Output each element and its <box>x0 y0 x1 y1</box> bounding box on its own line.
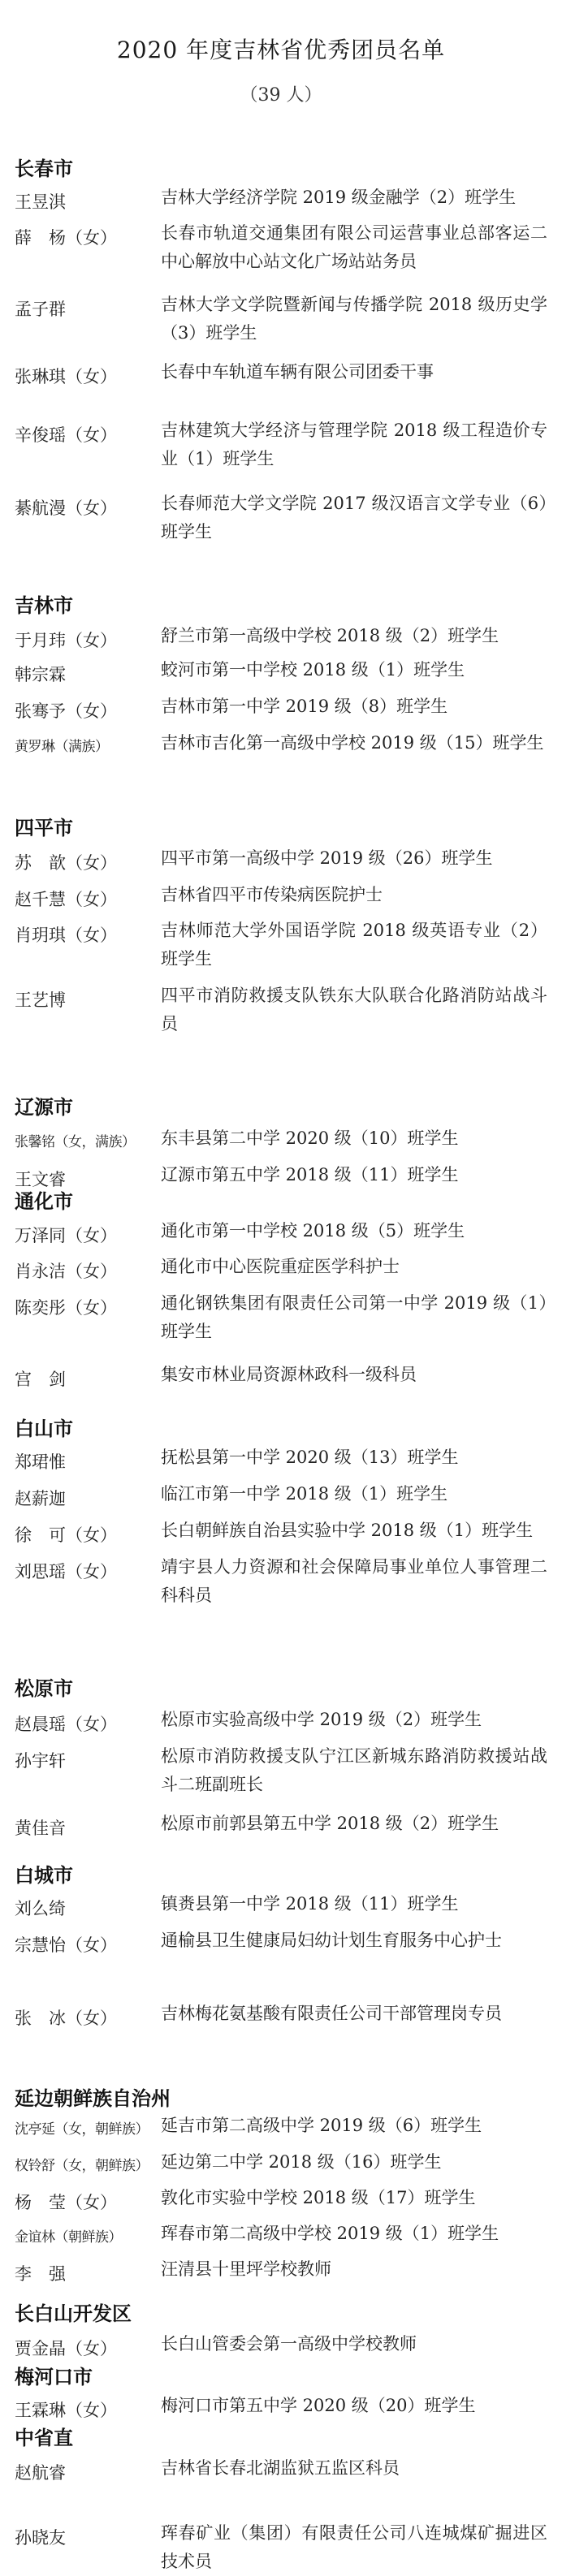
member-description: 珲春矿业（集团）有限责任公司八连城煤矿掘进区技术员 <box>161 2523 547 2571</box>
member-name: 宫 剑 <box>15 1370 66 1389</box>
member-name: 綦航漫（女） <box>15 498 117 518</box>
member-name: 孙宇轩 <box>15 1751 66 1771</box>
member-count: （39 人） <box>240 85 322 106</box>
member-description: 长白山管委会第一高级中学校教师 <box>161 2334 417 2354</box>
member-description: 四平市消防救援支队铁东大队联合化路消防站战斗员 <box>161 986 547 1033</box>
section-heading: 松原市 <box>15 1677 73 1700</box>
member-description: 吉林大学文学院暨新闻与传播学院 2018 级历史学（3）班学生 <box>161 295 547 343</box>
member-name: 李 强 <box>15 2264 66 2284</box>
member-description: 长白朝鲜族自治县实验中学 2018 级（1）班学生 <box>161 1521 534 1540</box>
member-name: 孟子群 <box>15 300 66 319</box>
member-name: 王艺博 <box>15 990 66 1010</box>
member-description: 通化市中心医院重症医学科护士 <box>161 1257 400 1276</box>
member-description: 梅河口市第五中学 2020 级（20）班学生 <box>161 2396 476 2415</box>
member-description: 抚松县第一中学 2020 级（13）班学生 <box>161 1448 459 1467</box>
member-name: 黄佳音 <box>15 1819 66 1838</box>
member-description: 蛟河市第一中学校 2018 级（1）班学生 <box>161 660 465 680</box>
member-name: 张琳琪（女） <box>15 367 117 386</box>
member-description: 松原市实验高级中学 2019 级（2）班学生 <box>161 1710 482 1729</box>
member-name: 赵晨瑶（女） <box>15 1715 117 1734</box>
member-description: 长春市轨道交通集团有限公司运营事业总部客运二中心解放中心站文化广场站站务员 <box>161 223 547 271</box>
member-name: 黄罗琳（满族） <box>15 739 109 755</box>
member-description: 吉林建筑大学经济与管理学院 2018 级工程造价专业（1）班学生 <box>161 421 547 468</box>
section-heading: 辽源市 <box>15 1096 73 1119</box>
member-name: 贾金晶（女） <box>15 2339 117 2358</box>
member-description: 靖宇县人力资源和社会保障局事业单位人事管理二科科员 <box>161 1557 547 1605</box>
member-name: 刘么绮 <box>15 1899 66 1918</box>
member-name: 薛 杨（女） <box>15 228 117 248</box>
member-name: 赵航睿 <box>15 2463 66 2483</box>
section-heading: 中省直 <box>15 2427 73 2449</box>
section-heading: 白城市 <box>15 1864 73 1887</box>
member-description: 东丰县第二中学 2020 级（10）班学生 <box>161 1128 459 1148</box>
member-description: 长春师范大学文学院 2017 级汉语言文学专业（6）班学生 <box>161 494 547 542</box>
member-name: 于月玮（女） <box>15 631 117 650</box>
section-heading: 通化市 <box>15 1190 73 1213</box>
member-name: 刘思瑶（女） <box>15 1562 117 1581</box>
member-description: 集安市林业局资源林政科一级科员 <box>161 1365 417 1384</box>
member-description: 辽源市第五中学 2018 级（11）班学生 <box>161 1165 459 1184</box>
member-description: 吉林省长春北湖监狱五监区科员 <box>161 2458 400 2478</box>
member-description: 吉林市第一中学 2019 级（8）班学生 <box>161 697 448 716</box>
section-heading: 长白山开发区 <box>15 2302 132 2325</box>
section-heading: 吉林市 <box>15 594 73 617</box>
member-name: 肖玥琪（女） <box>15 926 117 945</box>
member-description: 汪清县十里坪学校教师 <box>161 2259 331 2279</box>
member-description: 松原市前郭县第五中学 2018 级（2）班学生 <box>161 1814 499 1833</box>
member-name: 万泽同（女） <box>15 1226 117 1245</box>
member-description: 敦化市实验中学校 2018 级（17）班学生 <box>161 2188 476 2207</box>
member-description: 四平市第一高级中学 2019 级（26）班学生 <box>161 848 493 868</box>
member-description: 吉林市吉化第一高级中学校 2019 级（15）班学生 <box>161 733 544 753</box>
member-name: 权铃舒（女，朝鲜族） <box>15 2158 149 2174</box>
member-description: 吉林梅花氨基酸有限责任公司干部管理岗专员 <box>161 2004 502 2023</box>
member-description: 吉林大学经济学院 2019 级金融学（2）班学生 <box>161 188 517 207</box>
section-heading: 白山市 <box>15 1417 73 1440</box>
member-name: 韩宗霖 <box>15 665 66 684</box>
member-name: 陈奕彤（女） <box>15 1298 117 1318</box>
section-heading: 长春市 <box>15 157 73 180</box>
member-name: 王昱淇 <box>15 192 66 212</box>
member-name: 张馨铭（女，满族） <box>15 1134 136 1150</box>
member-name: 杨 莹（女） <box>15 2193 117 2212</box>
member-name: 张 冰（女） <box>15 2009 117 2028</box>
member-description: 吉林省四平市传染病医院护士 <box>161 885 383 904</box>
section-heading: 四平市 <box>15 817 73 839</box>
member-name: 赵千慧（女） <box>15 890 117 909</box>
member-description: 通化市第一中学校 2018 级（5）班学生 <box>161 1221 465 1241</box>
member-description: 临江市第一中学 2018 级（1）班学生 <box>161 1484 448 1504</box>
member-description: 长春中车轨道车辆有限公司团委干事 <box>161 362 434 382</box>
member-name: 王文睿 <box>15 1170 66 1189</box>
member-name: 肖永洁（女） <box>15 1262 117 1281</box>
member-description: 延边第二中学 2018 级（16）班学生 <box>161 2152 442 2172</box>
member-name: 辛俊瑶（女） <box>15 425 117 445</box>
member-name: 金谊林（朝鲜族） <box>15 2229 122 2246</box>
member-name: 孙晓友 <box>15 2528 66 2548</box>
member-description: 松原市消防救援支队宁江区新城东路消防救援站战斗二班副班长 <box>161 1746 547 1794</box>
section-heading: 梅河口市 <box>15 2366 93 2388</box>
member-name: 王霖琳（女） <box>15 2401 117 2420</box>
member-name: 宗慧怡（女） <box>15 1935 117 1955</box>
member-description: 珲春市第二高级中学校 2019 级（1）班学生 <box>161 2224 499 2243</box>
member-description: 舒兰市第一高级中学校 2018 级（2）班学生 <box>161 626 499 645</box>
section-heading: 延边朝鲜族自治州 <box>15 2087 171 2110</box>
member-description: 延吉市第二高级中学 2019 级（6）班学生 <box>161 2116 482 2135</box>
member-name: 苏 歆（女） <box>15 853 117 873</box>
member-name: 徐 可（女） <box>15 1525 117 1545</box>
member-name: 郑珺惟 <box>15 1452 66 1472</box>
member-name: 沈亭延（女，朝鲜族） <box>15 2121 149 2138</box>
member-description: 通化钢铁集团有限责任公司第一中学 2019 级（1）班学生 <box>161 1293 547 1341</box>
member-description: 通榆县卫生健康局妇幼计划生育服务中心护士 <box>161 1931 502 1950</box>
member-description: 吉林师范大学外国语学院 2018 级英语专业（2）班学生 <box>161 921 547 969</box>
member-name: 赵薪迦 <box>15 1489 66 1508</box>
document-title: 2020 年度吉林省优秀团员名单 <box>116 37 446 63</box>
member-description: 镇赉县第一中学 2018 级（11）班学生 <box>161 1894 459 1914</box>
member-name: 张骞予（女） <box>15 701 117 721</box>
